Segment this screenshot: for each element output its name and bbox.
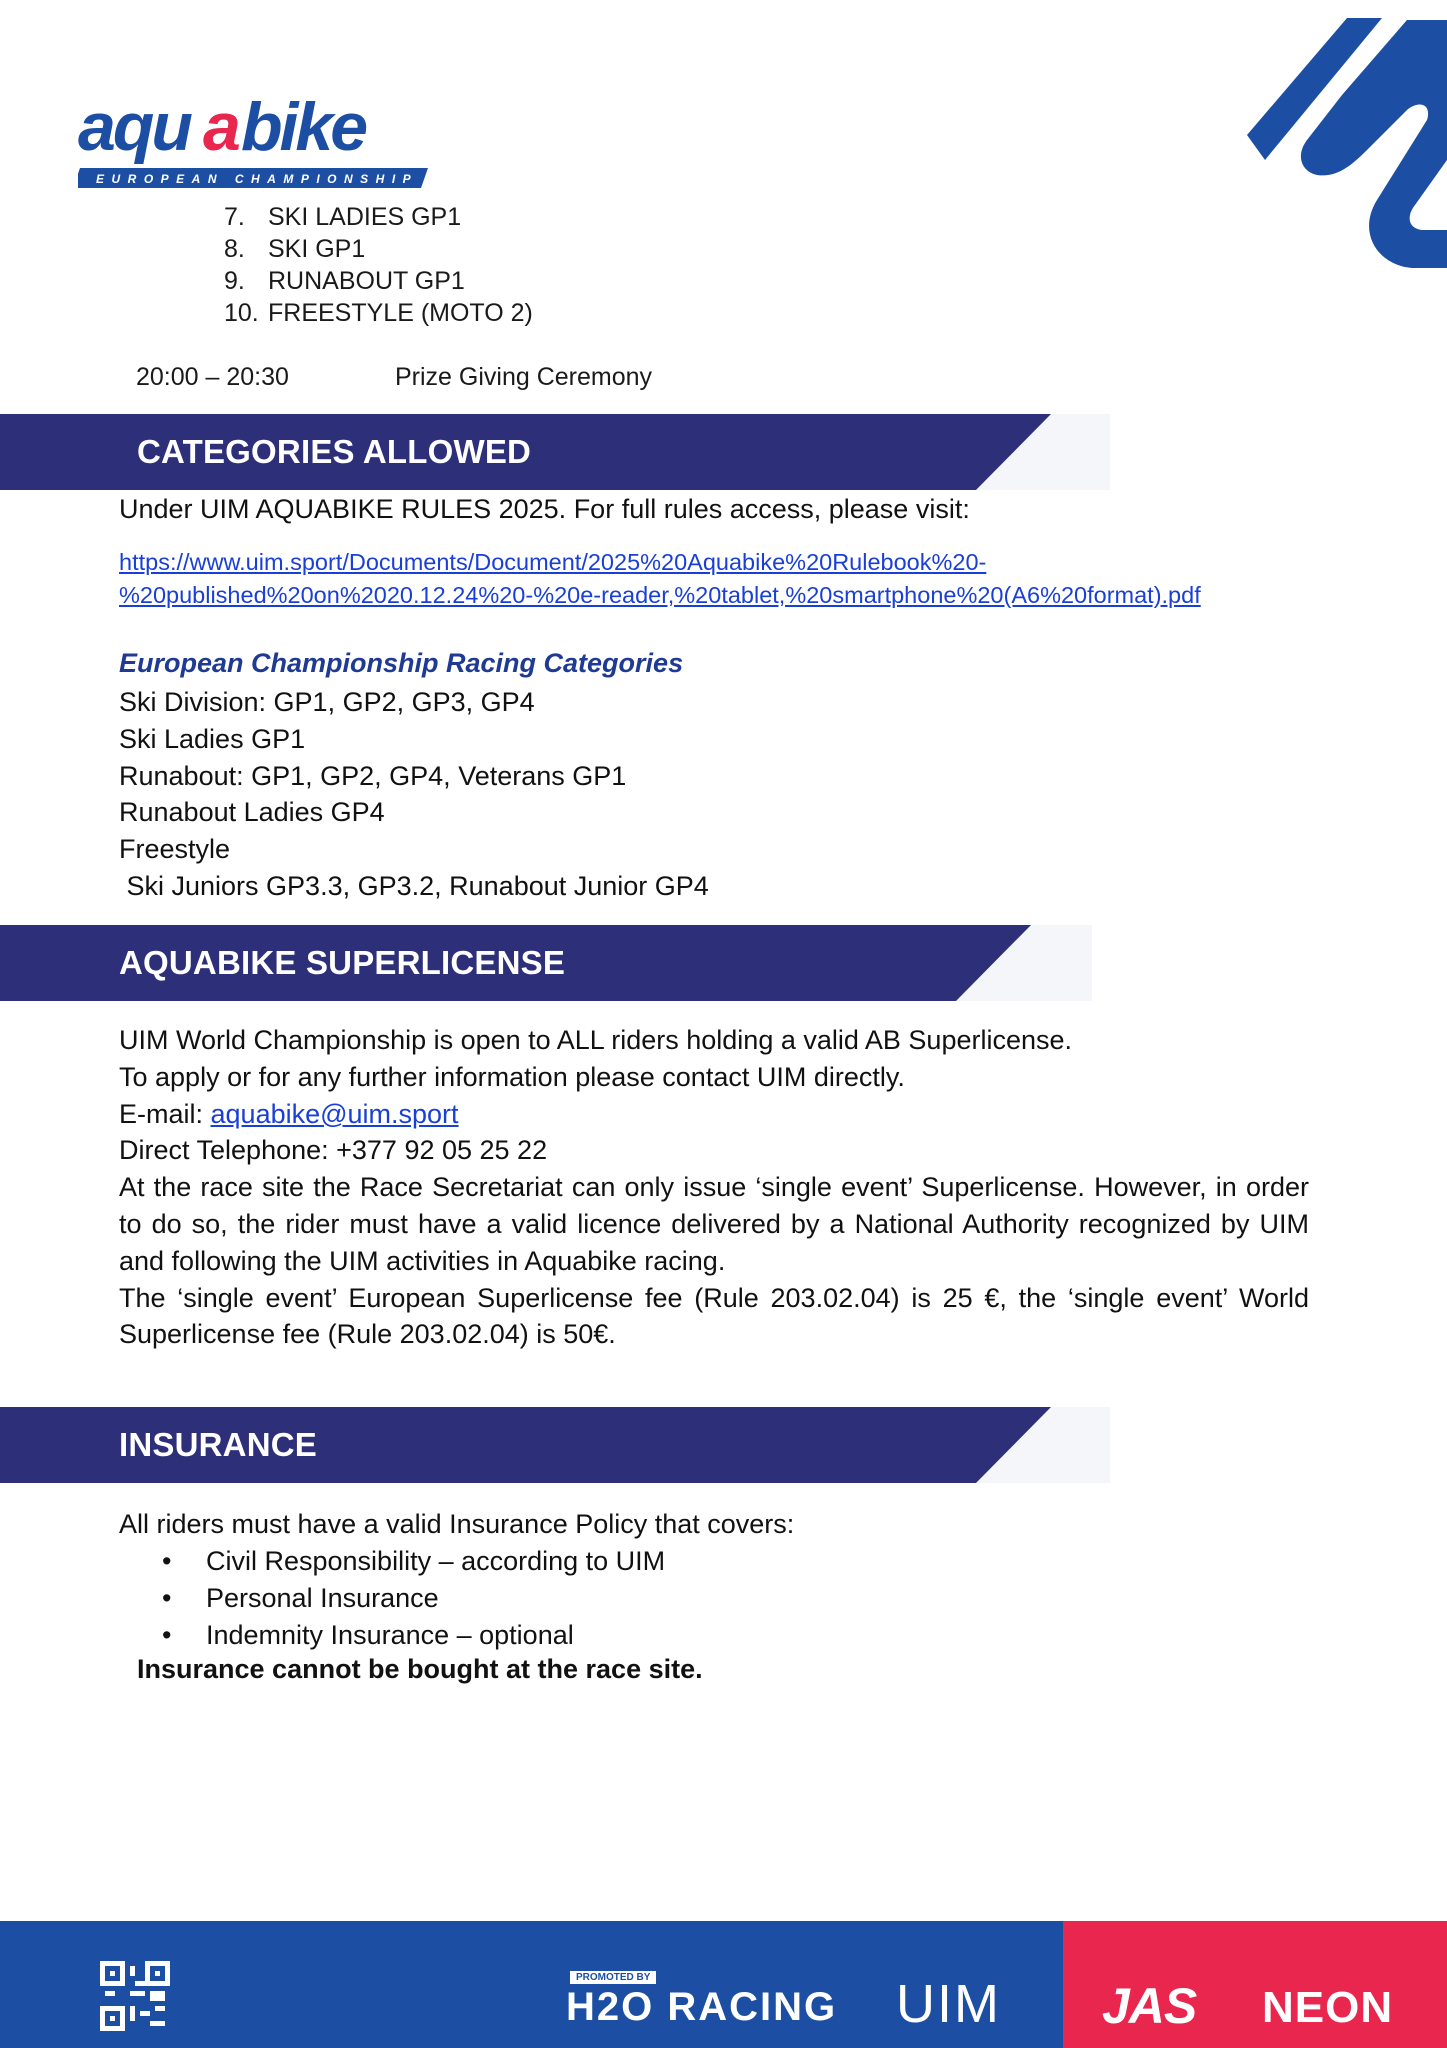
neon-logo: NEON (1262, 1983, 1394, 2032)
svg-text:a: a (203, 90, 238, 165)
insurance-intro: All riders must have a valid Insurance Policy that covers: (119, 1509, 795, 1539)
uim-logo: UIM (896, 1974, 1001, 2034)
list-item: 7. SKI LADIES GP1 (224, 203, 462, 231)
corner-logo-mark-icon (1247, 0, 1447, 310)
list-item: Freestyle (119, 834, 231, 865)
jas-logo: JAS (1102, 1978, 1197, 2034)
svg-text:EUROPEAN CHAMPIONSHIP: EUROPEAN CHAMPIONSHIP (96, 172, 419, 186)
section-heading: CATEGORIES ALLOWED (137, 433, 532, 470)
superlicense-body: UIM World Championship is open to ALL riders holding a valid AB Superlicense. To apply or for any further information please contact UIM directly. E-mail: aquabike@uim.sport Direct Telephone: +377 92 05 25 22 At the race site the Race Secretariat can only issue ‘single event’ Superlicense. However, in order to do so, the rider must have a valid licence delivered by a National Authority recognized by UIM and following the UIM activities in Aquabike racing. The ‘single event’ European Superlicense fee (Rule 203.02.04) is 25 €, the ‘single event’ World Superlicense fee (Rule 203.02.04) is 50€. (119, 1025, 1309, 1350)
aquabike-logo (78, 90, 438, 190)
h2o-racing-logo: H2O RACING (566, 1985, 838, 2029)
list-item: 10. FREESTYLE (MOTO 2) (224, 299, 533, 327)
list-item: 9. RUNABOUT GP1 (224, 267, 465, 295)
list-item: Runabout Ladies GP4 (119, 797, 385, 828)
svg-text:aqu: aqu (78, 90, 190, 165)
list-item: • Personal Insurance (160, 1580, 665, 1617)
categories-banner (0, 414, 1110, 490)
rules-link[interactable]: https://www.uim.sport/Documents/Document/2025%20Aquabike%20Rulebook%20- %20published%20on%2020.12.24%20-%20e-reader,%20tablet,%20smartphone%20(A6%20format).pdf (119, 549, 1201, 608)
promoted-by-label: PROMOTED BY (570, 1971, 656, 1984)
categories-list (119, 684, 709, 905)
list-item: 8. SKI GP1 (224, 235, 366, 263)
list-item: • Indemnity Insurance – optional (160, 1617, 665, 1654)
list-item: Runabout: GP1, GP2, GP4, Veterans GP1 (119, 760, 627, 791)
qr-code-icon (100, 1961, 170, 2031)
list-item: Ski Juniors GP3.3, GP3.2, Runabout Junior GP4 (119, 870, 709, 901)
email-link[interactable]: aquabike@uim.sport (210, 1098, 459, 1129)
list-item: Ski Division: GP1, GP2, GP3, GP4 (119, 687, 535, 717)
insurance-banner (0, 1407, 1110, 1483)
svg-text:bike: bike (241, 90, 366, 165)
footer-sponsors (0, 1921, 1447, 2048)
insurance-bullets (160, 1543, 665, 1653)
racing-categories-heading: European Championship Racing Categories (119, 648, 684, 678)
prize-label: Prize Giving Ceremony (395, 363, 653, 391)
superlicense-banner (0, 925, 1110, 1001)
prize-giving-row (136, 363, 653, 392)
list-item: Ski Ladies GP1 (119, 723, 306, 754)
list-item: • Civil Responsibility – according to UIM (160, 1543, 665, 1580)
section-heading: AQUABIKE SUPERLICENSE (119, 944, 566, 981)
insurance-note: Insurance cannot be bought at the race site. (137, 1654, 703, 1684)
section-heading: INSURANCE (119, 1426, 317, 1463)
categories-intro: Under UIM AQUABIKE RULES 2025. For full rules access, please visit: (119, 494, 970, 524)
prize-time: 20:00 – 20:30 (136, 363, 289, 391)
